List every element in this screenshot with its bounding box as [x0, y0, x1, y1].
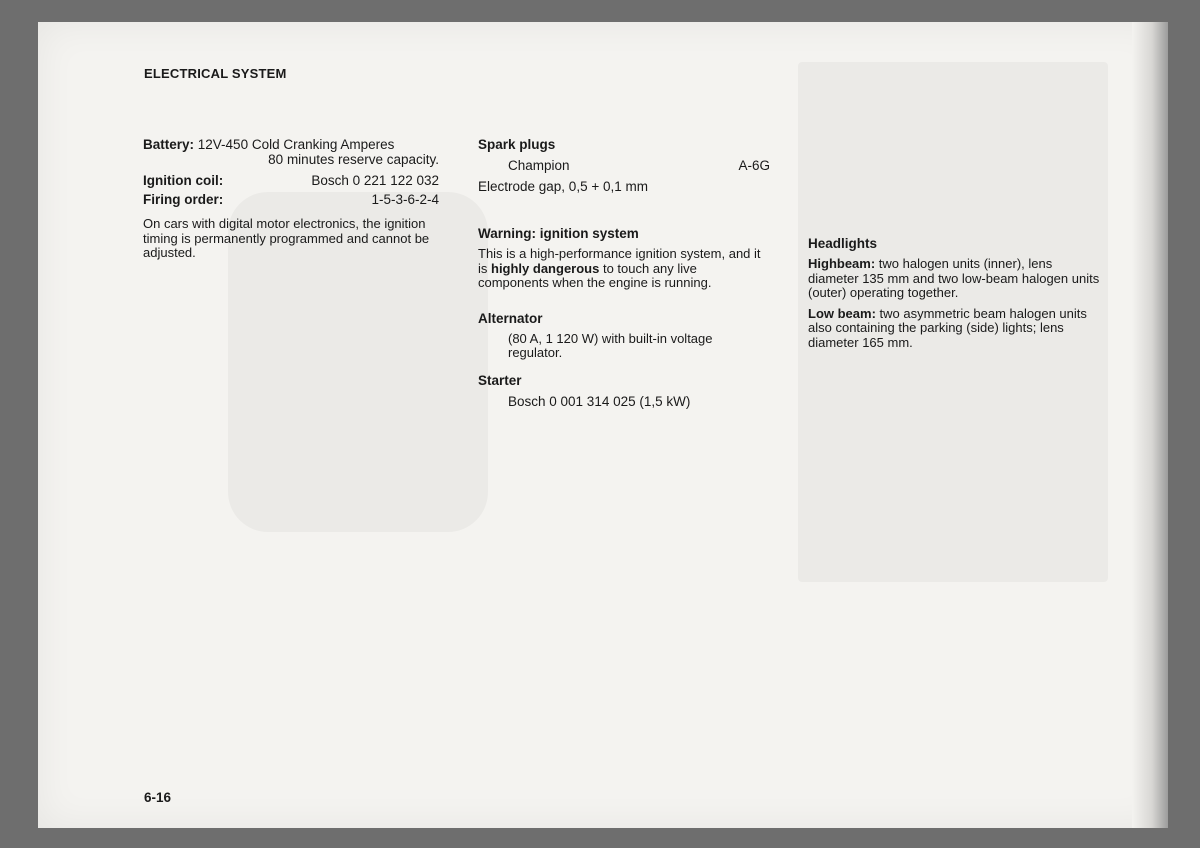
headlights-heading: Headlights — [808, 236, 878, 251]
page-number: 6-16 — [144, 790, 172, 805]
warning-block — [478, 226, 770, 291]
highbeam-label: Highbeam: — [808, 256, 876, 271]
specs-column — [143, 137, 439, 261]
headlights-column — [808, 236, 1104, 356]
alternator-text: (80 A, 1 120 W) with built-in voltage regulator. — [508, 330, 713, 360]
highbeam-text — [808, 257, 1104, 301]
spark-plug-model: A-6G — [738, 158, 770, 173]
starter-text: Bosch 0 001 314 025 (1,5 kW) — [508, 393, 691, 409]
alternator-block — [478, 311, 770, 361]
components-column — [478, 137, 770, 409]
lowbeam-description: two asymmetric beam halogen units also containing the parking (side) lights; lens diameter 165 mm. — [808, 305, 1087, 350]
highbeam-description: two halogen units (inner), lens diameter 135 mm and two low-beam halogen units (outer) operating together. — [808, 256, 1100, 300]
battery-value-line1: 12V-450 Cold Cranking Amperes — [197, 137, 395, 152]
battery-label: Battery: — [143, 137, 195, 152]
alternator-heading: Alternator — [478, 310, 543, 326]
lowbeam-text — [808, 307, 1104, 351]
ignition-coil-value: Bosch 0 221 122 032 — [311, 173, 439, 188]
battery-spec — [143, 137, 439, 152]
spark-plugs-heading: Spark plugs — [478, 137, 556, 152]
spark-plug-brand: Champion — [508, 158, 570, 173]
page-edge-shadow — [1132, 22, 1168, 828]
warning-text-end: to touch any live components when the engine is running. — [478, 260, 712, 290]
starter-heading: Starter — [478, 372, 522, 388]
warning-text — [478, 247, 770, 291]
lowbeam-label: Low beam: — [808, 305, 876, 321]
battery-value-line2: 80 minutes reserve capacity. — [268, 152, 439, 167]
firing-order-spec — [143, 192, 439, 207]
spark-plug-spec — [478, 158, 770, 173]
warning-heading: Warning: ignition system — [478, 226, 639, 241]
ignition-note: On cars with digital motor electronics, the ignition timing is permanently programmed and cannot be adjusted. — [143, 216, 430, 260]
warning-emphasis: highly dangerous — [491, 260, 600, 276]
electrode-gap: Electrode gap, 0,5 + 0,1 mm — [478, 179, 648, 194]
document-page — [38, 22, 1168, 828]
firing-order-value: 1-5-3-6-2-4 — [371, 192, 439, 207]
firing-order-label: Firing order: — [143, 192, 224, 207]
starter-block — [478, 373, 770, 409]
section-title: ELECTRICAL SYSTEM — [144, 66, 287, 81]
ignition-coil-label: Ignition coil: — [143, 173, 224, 188]
warning-text-start: This is a high-performance ignition system, and it is — [478, 246, 761, 276]
ignition-coil-spec — [143, 173, 439, 188]
